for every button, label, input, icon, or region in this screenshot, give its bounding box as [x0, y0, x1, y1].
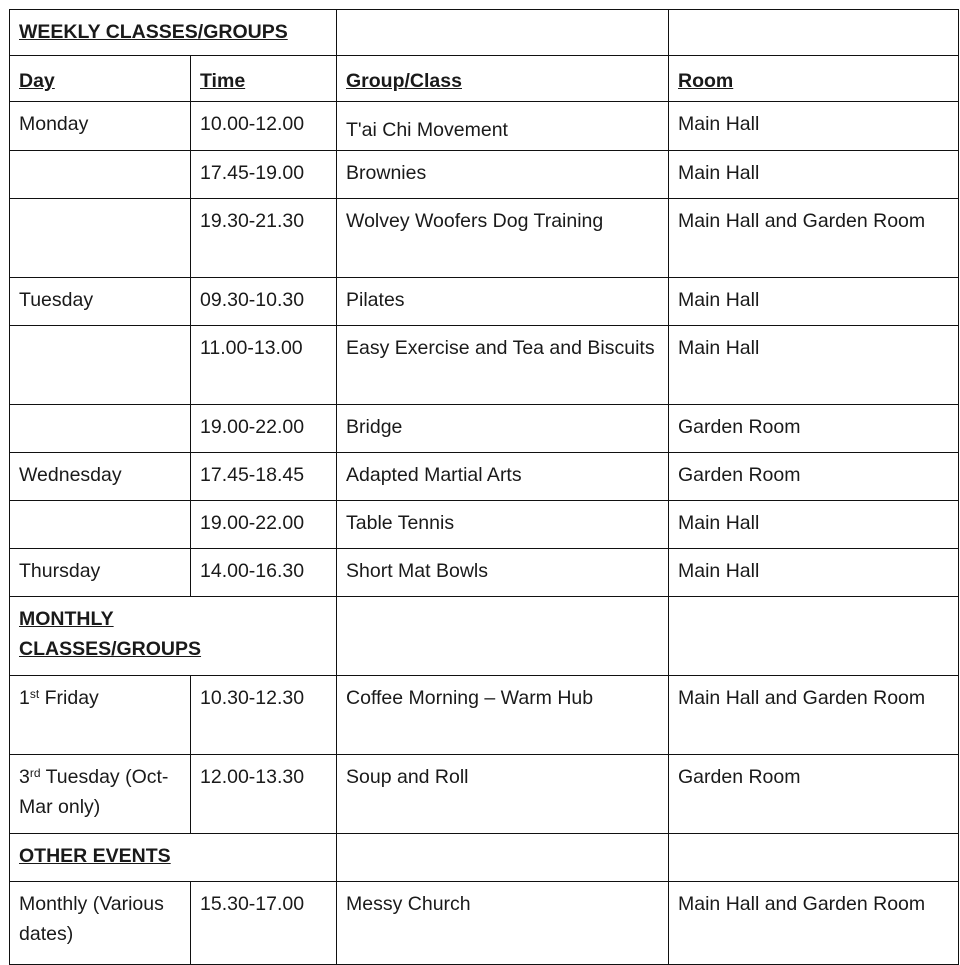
group-cell: Messy Church — [337, 882, 669, 965]
col-header-group: Group/Class — [337, 56, 669, 102]
time-cell: 14.00-16.30 — [191, 549, 337, 597]
day-cell: 1st Friday — [10, 676, 191, 755]
other-section-title: OTHER EVENTS — [10, 834, 337, 882]
day-cell: Thursday — [10, 549, 191, 597]
day-cell — [10, 151, 191, 199]
day-cell — [10, 405, 191, 453]
monthly-section-row — [10, 597, 959, 676]
day-cell — [10, 501, 191, 549]
room-cell: Main Hall and Garden Room — [669, 676, 959, 755]
time-cell: 10.00-12.00 — [191, 102, 337, 151]
room-cell: Main Hall — [669, 102, 959, 151]
room-cell: Garden Room — [669, 405, 959, 453]
room-cell: Garden Room — [669, 453, 959, 501]
group-cell: Short Mat Bowls — [337, 549, 669, 597]
time-cell: 17.45-18.45 — [191, 453, 337, 501]
time-cell: 19.00-22.00 — [191, 501, 337, 549]
group-cell: Wolvey Woofers Dog Training — [337, 199, 669, 278]
day-cell — [10, 199, 191, 278]
table-row — [10, 501, 959, 549]
column-header-row — [10, 56, 959, 102]
schedule-table — [9, 9, 959, 965]
day-cell: Wednesday — [10, 453, 191, 501]
day-cell — [10, 326, 191, 405]
time-cell: 15.30-17.00 — [191, 882, 337, 965]
time-cell: 12.00-13.30 — [191, 755, 337, 834]
table-row — [10, 755, 959, 834]
weekly-section-row — [10, 10, 959, 56]
time-cell: 10.30-12.30 — [191, 676, 337, 755]
other-section-row — [10, 834, 959, 882]
room-cell: Garden Room — [669, 755, 959, 834]
monthly-section-title: MONTHLY CLASSES/GROUPS — [19, 608, 202, 660]
room-cell: Main Hall — [669, 278, 959, 326]
group-cell: Adapted Martial Arts — [337, 453, 669, 501]
group-cell: Soup and Roll — [337, 755, 669, 834]
group-cell: Table Tennis — [337, 501, 669, 549]
table-row — [10, 199, 959, 278]
table-row — [10, 676, 959, 755]
room-cell: Main Hall — [669, 501, 959, 549]
group-cell: Easy Exercise and Tea and Biscuits — [337, 326, 669, 405]
table-row — [10, 278, 959, 326]
table-row — [10, 405, 959, 453]
group-cell: T'ai Chi Movement — [337, 102, 669, 151]
time-cell: 19.00-22.00 — [191, 405, 337, 453]
day-cell: Monday — [10, 102, 191, 151]
group-cell: Pilates — [337, 278, 669, 326]
table-row — [10, 453, 959, 501]
day-cell: Monthly (Various dates) — [10, 882, 191, 965]
table-row — [10, 326, 959, 405]
room-cell: Main Hall — [669, 326, 959, 405]
day-cell: Tuesday — [10, 278, 191, 326]
time-cell: 17.45-19.00 — [191, 151, 337, 199]
day-cell: 3rd Tuesday (Oct-Mar only) — [10, 755, 191, 834]
time-cell: 11.00-13.00 — [191, 326, 337, 405]
table-row — [10, 151, 959, 199]
table-row — [10, 102, 959, 151]
table-row — [10, 882, 959, 965]
room-cell: Main Hall and Garden Room — [669, 199, 959, 278]
time-cell: 19.30-21.30 — [191, 199, 337, 278]
col-header-day: Day — [10, 56, 191, 102]
room-cell: Main Hall and Garden Room — [669, 882, 959, 965]
col-header-room: Room — [669, 56, 959, 102]
time-cell: 09.30-10.30 — [191, 278, 337, 326]
weekly-section-title: WEEKLY CLASSES/GROUPS — [10, 10, 337, 56]
group-cell: Bridge — [337, 405, 669, 453]
room-cell: Main Hall — [669, 549, 959, 597]
table-row — [10, 549, 959, 597]
room-cell: Main Hall — [669, 151, 959, 199]
group-cell: Brownies — [337, 151, 669, 199]
group-cell: Coffee Morning – Warm Hub — [337, 676, 669, 755]
col-header-time: Time — [191, 56, 337, 102]
